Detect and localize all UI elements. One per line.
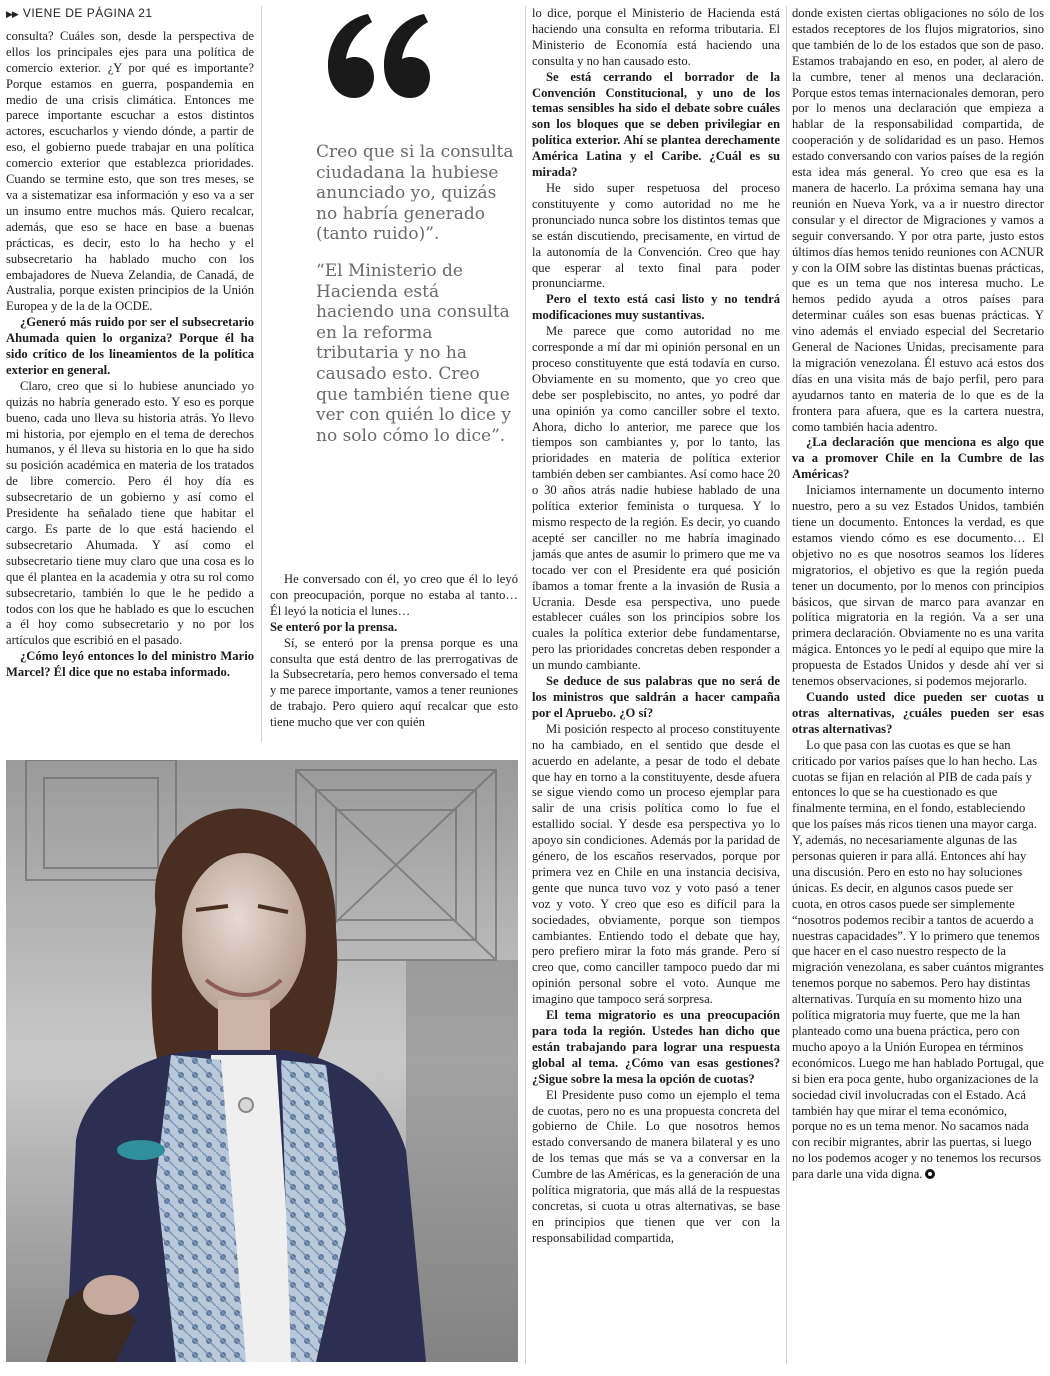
column-body <box>270 572 518 731</box>
pull-quote <box>316 142 516 462</box>
quote-mark-icon <box>322 10 432 102</box>
answer-paragraph: Claro, creo que si lo hubiese anunciado yo quizás no habría generado esto. Y eso es porque bueno, cada uno lleva su historia atrás. Yo llevo mi historia, por ejemplo en el tema de derechos humanos, y él lleva su historia en lo que ha sido su posición académica en materia de los tratados de libre comercio. Pero él hoy día es subsecretario de un gobierno y así como el Presidente ha señalado tiene que habitar el cargo. Es parte de lo que está haciendo el subsecretario Ahumada. Y así como el subsecretario tiene muy claro que una cosa es lo que él plantea en la academia y otra su rol como subsecretario, también lo que le he pedido a todos con los que he hablado es que lo escuchen a él hoy como subsecretario y no por los artículos que escribió en el pasado. <box>6 378 254 648</box>
pull-quote-text: “El Ministerio de Hacienda está haciendo una consulta en la reforma tributaria y no ha causado esto. Creo que también tiene que ver con quién lo dice y no solo cómo lo dice”. <box>316 260 511 446</box>
column-body <box>792 6 1044 1183</box>
double-arrow-icon: ▶▶ <box>6 9 18 19</box>
interview-question: Se enteró por la prensa. <box>270 619 398 634</box>
answer-paragraph: He conversado con él, yo creo que él lo leyó con preocupación, porque no estaba al tanto… Él leyó la noticia el lunes… <box>270 572 518 618</box>
column-body <box>6 29 254 681</box>
article-column-1 <box>6 6 254 681</box>
answer-paragraph: donde existen ciertas obligaciones no sólo de los estados receptores de los flujos migratorios, sino que también de lo de los estados que son de paso. Estamos trabajando en eso, en poder, al alero de la cumbre, tener al menos una declaración. Porque estos temas internacionales demoran, pero por lo menos una declaración que empieza a hablar de la responsabilidad compartida, de cooperación y de solidaridad es un paso. Hemos estado conversando con varios países de la región esta idea más general. Yo creo que esa es la manera de hacerlo. La próxima semana hay una reunión en Nueva York, va a ir nuestro director consular y el director de Migraciones y vamos a seguir conversando. Y por otra parte, justo estos últimos días hemos tenido reuniones con ACNUR y con la OIM sobre las distintas buenas prácticas, que es un tema que nos interesa mucho. Le hemos pedido ayuda a otros países para determinar cuáles son esas buenas prácticas. Y vino además el enviado especial del Secretario General de Naciones Unidas, precisamente para la migración venezolana. Él estuvo acá estos dos días en una visita más de bajo perfil, pero para ayudarnos tanto en materia de lo que es de la frontera para afuera, que es la cartera nuestra, como también hacia adentro. <box>792 6 1044 434</box>
end-mark-icon <box>925 1169 935 1179</box>
answer-paragraph: Me parece que como autoridad no me corresponde a mí dar mi opinión personal en un proceso constituyente que está todavía en curso. Obviamente en su momento, que yo creo que debe ser posplebiscito, no antes, yo podré dar una opinión ya como canciller sobre el texto. Ahora, dicho lo anterior, me parece que los tiempos son cambiantes y, por lo tanto, las prioridades en materia de política exterior también deben ser cambiantes. Así como hace 20 o 30 años atrás nadie hubiese hablado de una política exterior feminista o turquesa. Y lo mismo respecto de la región. Es decir, yo cuando acepté ser canciller no me habría imaginado jamás que antes de asumir lo primero que me va tocado ver con el Presidente era qué posición íbamos a tomar frente a la invasión de Rusia a Ucrania. Desde esa perspectiva, uno puede establecer cuáles son los principios sobre los cuales la política exterior debe fundamentarse, pero las prioridades concretas deben responder a un mundo cambiante. <box>532 324 780 673</box>
column-body <box>532 6 780 1247</box>
answer-paragraph: He sido super respetuosa del proceso constituyente y como autoridad no me he pronunciado nunca sobre los distintos temas que se están discutiendo, precisamente, en virtud de la autonomía de la Convención. Creo que hay que esperar al texto final para poder pronunciarme. <box>532 180 780 291</box>
answer-paragraph: lo dice, porque el Ministerio de Hacienda está haciendo una consulta en reforma tributaria. El Ministerio de Economía está haciendo una consulta y no han causado esto. <box>532 6 780 68</box>
answer-paragraph: Lo que pasa con las cuotas es que se han criticado por varios países que lo han hecho. Las cuotas se fijan en relación al PIB de cada país y entonces lo que se ha cuestionado es que finalmente termina, en el fondo, estableciendo que los países más ricos tienen una mayor carga. Y, además, no necesariamente algunas de las personas quieren ir para allá. Entonces ahí hay una discusión. Pero en esto no hay soluciones únicas. Es decir, en algunos casos puede ser cuota, en otros casos puede ser simplemente “nosotros podemos recibir a tantos de acuerdo a nuestras capacidades”. Y lo primero que tenemos que hacer en el caso nuestro respecto de la migración venezolana, es saber cuántos migrantes tenemos porque no sabemos. Pero hay distintas alternativas. Turquía en su momento hizo una política migratoria muy fuerte, que me la han planteado como una buena práctica, pero con mucho apoyo a la Unión Europea en términos económicos. Luego me han hablado Portugal, que si bien era poca gente, hubo organizaciones de la sociedad civil involucradas con el Estado. Acá también hay que mirar el tema económico, porque no es un tema menor. No sacamos nada con recibir migrantes, abrir las puertas, si luego no los podemos acoger y no tenemos los recursos para darle una vida digna. <box>792 737 1044 1182</box>
answer-paragraph: Sí, se enteró por la prensa porque es una consulta que está dentro de las prerrogativas de la Subsecretaría, pero hemos conversado el tema y me parece importante, vamos a tener reuniones de trabajo. Pero quiero aquí recalcar que esto tiene mucho que ver con quién <box>270 635 518 730</box>
interview-question: ¿Cómo leyó entonces lo del ministro Mario Marcel? Él dice que no estaba informado. <box>6 649 254 680</box>
answer-paragraph: consulta? Cuáles son, desde la perspectiva de ellos los principales ejes para una política de comercio exterior. ¿Y por qué es importante? Porque estamos en guerra, pospandemia en medio de una crisis climática. Entonces me parece importante escuchar a estos distintos actores, escucharlos y viendo dónde, a partir de eso, el gobierno puede trabajar en una política comercio exterior que establezca prioridades. Cuando se termine esto, que son tres meses, se va a sistematizar esa información y eso va a ser un insumo entre muchos más. Quiero recalcar, además, que eso se hace en base a buenas prácticas, es decir, esto lo ha hecho y el subsecretario ha hablado mucho con los embajadores de Nueva Zelandia, de Canadá, de Australia, porque existen principios de la Unión Europea y de la de la OCDE. <box>6 28 254 314</box>
column-rule <box>786 6 787 1364</box>
interview-question: ¿La declaración que menciona es algo que va a promover Chile en la Cumbre de las Américas? <box>792 435 1044 482</box>
interview-question: Pero el texto está casi listo y no tendrá modificaciones muy sustantivas. <box>532 292 780 323</box>
pull-quote-text: Creo que si la consulta ciudadana la hubiese anunciado yo, quizás no habría generado (tanto ruido)”. <box>316 142 514 245</box>
interview-question: Cuando usted dice pueden ser cuotas u otras alternativas, ¿cuáles pueden ser esas otras alternativas? <box>792 689 1044 736</box>
answer-paragraph: El Presidente puso como un ejemplo el tema de cuotas, pero no es una propuesta concreta del gobierno de Chile. Lo que nosotros hemos estado conversando de manera bilateral y es uno de los temas que más se va a conversar en la Cumbre de las Américas, es la generación de una política migratoria, que más allá de la respuestas concretas, si cuota u otras alternativas, se base en principios que tienen que ver con la responsabilidad compartida, <box>532 1087 780 1245</box>
article-column-4 <box>792 6 1044 1183</box>
answer-paragraph: Mi posición respecto al proceso constituyente no ha cambiado, en el sentido que desde el acuerdo en adelante, a pesar de todo el debate que hay en torno a la constituyente, desde afuera se sigue viendo como un proceso ejemplar para salir de una crisis política como lo fue el estallido social. Y desde esa perspectiva yo lo apoyo sin condiciones. Además por la paridad de género, de los escaños reservados, porque por primera vez en Chile en una instancia decisiva, gente que nunca tuvo voz y voto pasó a tener voz y voto. Y creo que eso es difícil para la sociedades, obviamente, porque son tiempos cambiantes. Entiendo todo el debate que hay, pero prefiero mirar la foto más grande. Pero sí creo que, como canciller tampoco puedo dar mi opinión personal sobre el voto. Aunque me imagino que tampoco será sorpresa. <box>532 721 780 1007</box>
interview-question: Se está cerrando el borrador de la Convención Constitucional, y uno de los temas sensibles ha sido el debate sobre cuáles son los bloques que se deben privilegiar en política exterior. Ahí se plantea derechamente América Latina y el Caribe. ¿Cuál es su mirada? <box>532 69 780 180</box>
portrait-photo <box>6 760 518 1362</box>
column-rule <box>261 6 262 742</box>
continuation-kicker: ▶▶ VIENE DE PÁGINA 21 <box>6 6 153 20</box>
interview-question: Se deduce de sus palabras que no será de los ministros que saldrán a hacer campaña por el Apruebo. ¿O sí? <box>532 674 780 720</box>
article-column-3 <box>532 6 780 1247</box>
interview-question: ¿Generó más ruido por ser el subsecretario Ahumada quien lo organiza? Porque él ha sido crítico de los lineamientos de la política exterior en general. <box>6 315 254 377</box>
article-column-2 <box>270 572 518 731</box>
interview-question: El tema migratorio es una preocupación para toda la región. Ustedes han dicho que están trabajando para lograr una respuesta global al tema. ¿Cómo van esas gestiones? ¿Sigue sobre la mesa la opción de cuotas? <box>532 1008 780 1086</box>
answer-paragraph: Iniciamos internamente un documento interno nuestro, pero a su vez Estados Unidos, también tiene un documento. Entonces la verdad, es que estamos viendo cómo es ese documento… El objetivo no es que nosotros seamos los líderes migratorios, el objetivo es que la región pueda tener un documento, por lo menos con principios básicos, que sirvan de marco para avanzar en política migratoria en la región. Va a ser una primera declaración. Obviamente no es una varita mágica. Entonces yo le pedí al equipo que mire la propuesta de Estados Unidos y desde ahí ver si tenemos observaciones, si podemos mejorarlo. <box>792 483 1044 689</box>
column-rule <box>525 6 526 1364</box>
